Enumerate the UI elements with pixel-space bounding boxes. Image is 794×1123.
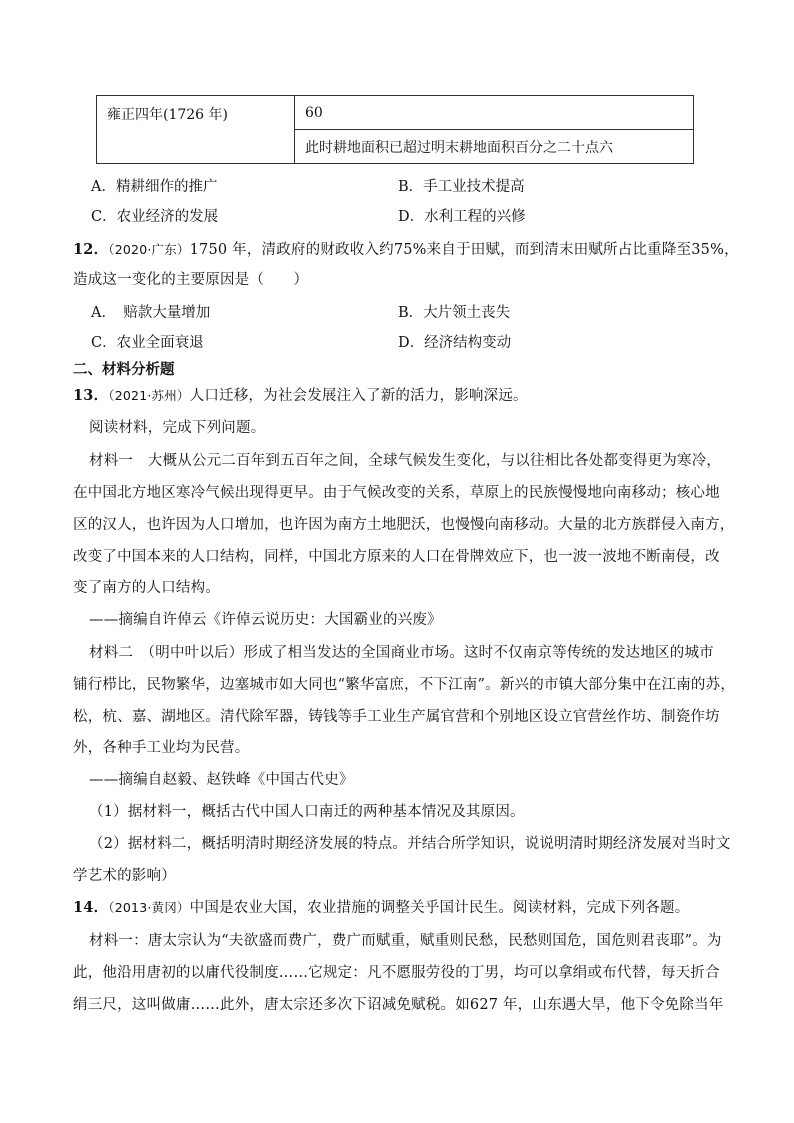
q12-stem-line2: 造成这一变化的主要原因是（ ） bbox=[73, 272, 309, 288]
q12-text: 1750 年，清政府的财政收入约75%来自于田赋，而到清末田赋所占比重降至35%， bbox=[189, 242, 739, 258]
table-cell-note: 此时耕地面积已超过明末耕地面积百分之二十点六 bbox=[295, 130, 694, 164]
q14-material1-line: 此，他沿用唐初的以庸代役制度……它规定：凡不愿服劳役的丁男，均可以拿绢或布代替，每天折合 bbox=[73, 965, 720, 981]
q12-stem-line1 bbox=[73, 238, 739, 259]
q13-material2-line: 外，各种手工业均为民营。 bbox=[73, 740, 250, 756]
q13-material2-line: 材料二 （明中叶以后）形成了相当发达的全国商业市场。这时不仅南京等传统的发达地区的城市 bbox=[89, 645, 714, 661]
q13-subquestion-2-line2: 学艺术的影响） bbox=[73, 868, 176, 884]
section-heading: 二、材料分析题 bbox=[73, 361, 175, 378]
q13-material2-source: ——摘编自赵毅、赵铁峰《中国古代史》 bbox=[89, 772, 354, 788]
q14-stem bbox=[73, 896, 689, 917]
q13-material1-line: 区的汉人，也许因为人口增加，也许因为南方土地肥沃，也慢慢向南移动。大量的北方族群侵入南方， bbox=[73, 517, 735, 533]
q14-material1-line: 材料一：唐太宗认为“夫欲盛而费广，费广而赋重，赋重则民愁，民愁则国危，国危则君丧耶”。为 bbox=[89, 933, 722, 949]
q13-material2-line: 松，杭、嘉、湖地区。清代除军器，铸钱等手工业生产属官营和个别地区设立官营丝作坊、制瓷作坊 bbox=[73, 709, 720, 725]
q13-material1-source: ——摘编自许倬云《许倬云说历史：大国霸业的兴废》 bbox=[89, 612, 442, 628]
q12-option-a[interactable]: A． 赔款大量增加 bbox=[91, 305, 211, 321]
q11-option-c[interactable]: C．农业经济的发展 bbox=[91, 209, 219, 225]
q13-material1-line: 变了南方的人口结构。 bbox=[73, 580, 220, 596]
q13-intro: 人口迁移，为社会发展注入了新的活力，影响深远。 bbox=[189, 388, 528, 404]
q13-material2-line: 铺行栉比，民物繁华，边塞城市如大同也“繁华富庶，不下江南”。新兴的市镇大部分集中在江南的苏， bbox=[73, 677, 736, 693]
q14-number: 14． bbox=[73, 899, 109, 916]
farmland-table bbox=[96, 95, 694, 164]
q13-subquestion-1: （1）据材料一，概括古代中国人口南迁的两种基本情况及其原因。 bbox=[89, 804, 525, 820]
q13-instruction: 阅读材料，完成下列问题。 bbox=[89, 420, 266, 436]
q14-source: （2013·黄冈） bbox=[108, 900, 190, 915]
q13-material1-line: 改变了中国本来的人口结构，同样，中国北方原来的人口在骨牌效应下，也一波一波地不断南侵，改 bbox=[73, 549, 720, 565]
q13-stem bbox=[73, 384, 528, 405]
q13-number: 13． bbox=[73, 387, 109, 404]
q12-option-b[interactable]: B．大片领土丧失 bbox=[398, 305, 511, 321]
table-cell-year: 雍正四年(1726 年) bbox=[97, 96, 295, 164]
q12-option-c[interactable]: C．农业全面衰退 bbox=[91, 335, 204, 351]
table-cell-value: 60 bbox=[295, 96, 694, 130]
q12-source: （2020·广东） bbox=[108, 242, 190, 257]
q13-source: （2021·苏州） bbox=[108, 388, 190, 403]
q14-material1-line: 绢三尺，这叫做庸……此外，唐太宗还多次下诏减免赋税。如627 年，山东遇大旱，他下令免除当年 bbox=[73, 997, 724, 1013]
q11-option-d[interactable]: D．水利工程的兴修 bbox=[398, 209, 526, 225]
q13-subquestion-2-line1: （2）据材料二，概括明清时期经济发展的特点。并结合所学知识，说说明清时期经济发展对当时文 bbox=[89, 836, 731, 852]
q12-option-d[interactable]: D．经济结构变动 bbox=[398, 335, 512, 351]
q11-option-b[interactable]: B．手工业技术提高 bbox=[398, 179, 525, 195]
q13-material1-line: 材料一 大概从公元二百年到五百年之间，全球气候发生变化，与以往相比各处都变得更为寒冷， bbox=[89, 453, 722, 469]
q13-material1-line: 在中国北方地区寒冷气候出现得更早。由于气候改变的关系，草原上的民族慢慢地向南移动；核心地 bbox=[73, 485, 720, 501]
q14-intro: 中国是农业大国，农业措施的调整关乎国计民生。阅读材料，完成下列各题。 bbox=[189, 900, 690, 916]
q11-option-a[interactable]: A．精耕细作的推广 bbox=[91, 179, 218, 195]
q12-number: 12． bbox=[73, 241, 109, 258]
